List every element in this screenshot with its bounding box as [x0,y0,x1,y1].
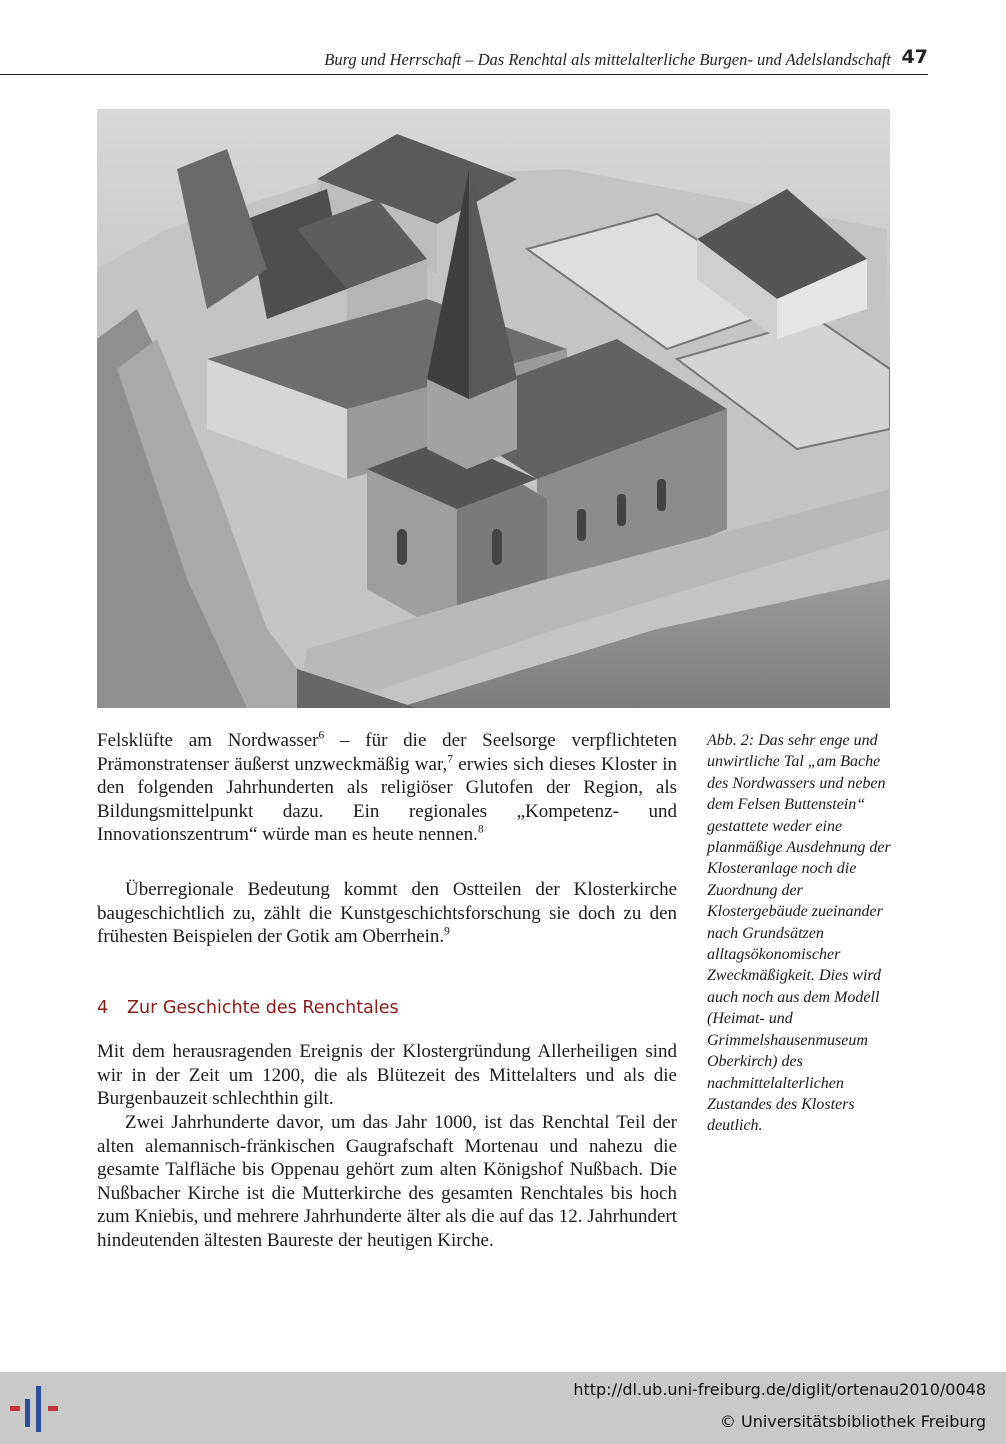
paragraph-text: Mit dem herausragenden Ereignis der Klostergründung Allerheiligen sind wir in der Zeit um 1200, die als Blütezeit des Mittelalters und als die Burgenbauzeit schlechthin gilt. [97,1041,677,1110]
footnote-ref[interactable]: 8 [477,824,484,837]
section-number: 4 [97,998,109,1018]
monastery-model-photo [97,109,890,708]
running-title: Burg und Herrschaft – Das Renchtal als mittelalterliche Burgen- und Adelslandschaft [324,50,891,69]
section-title: Zur Geschichte des Renchtales [127,998,399,1018]
paragraph-text: Zwei Jahrhunderte davor, um das Jahr 1000, ist das Renchtal Teil der alten alemannisch-fränkischen Gaugrafschaft Mortenau und nahezu die gesamte Talfläche bis Oppenau gehört zum alten Königshof Nußbach. Die Nußbacher Kirche ist die Mutterkirche des gesamten Renchtales bis hoch zum Kniebis, und mehrere Jahrhunderte älter als die auf das 12. Jahrhundert hindeutenden ältesten Baureste der heutigen Kirche. [97,1112,677,1251]
footnote-ref[interactable]: 9 [444,925,450,938]
footer-bar [0,1372,1006,1444]
ub-freiburg-logo-icon [8,1384,68,1434]
body-paragraph [97,729,677,847]
monastery-model-illustration [97,109,890,708]
text-run: – für die der Seelsorge verpflichteten Prämonstratenser äußerst unzweckmäßig war, [97,730,677,775]
copyright-text: © Universitätsbibliothek Freiburg [719,1412,986,1431]
section-heading [97,998,399,1018]
body-paragraph [97,1111,677,1253]
running-header [0,46,928,75]
footnote-ref[interactable]: 7 [447,753,453,766]
text-run: Felsklüfte am Nordwasser [97,730,319,751]
text-run: erwies sich dieses Kloster in den folgenden Jahrhunderten als religiöser Glutofen der Region, als Bildungsmittelpunkt dazu. Ein regionales „Kompetenz- und Innovationszentrum“ würde man es heute nennen. [97,753,677,846]
footnote-ref[interactable]: 6 [318,729,325,742]
body-paragraph [97,1040,677,1111]
figure-caption: Abb. 2: Das sehr enge und unwirtliche Tal „am Bache des Nordwassers und neben dem Felsen Buttenstein“ gestattete weder eine planmäßige Ausdehnung der Klosteranlage noch die Zuordnung der Klostergebäude zueinander nach Grundsätzen alltagsökonomischer Zweckmäßigkeit. Dies wird auch noch aus dem Modell (Heimat- und Grimmelshausenmuseum Oberkirch) des nachmittelalterlichen Zustandes des Klosters deutlich. [707,732,891,1135]
source-url-link[interactable]: http://dl.ub.uni-freiburg.de/diglit/ortenau2010/0048 [573,1380,986,1399]
page-number: 47 [901,46,928,68]
body-paragraph [97,878,677,949]
text-run: Überregionale Bedeutung kommt den Ostteilen der Klosterkirche baugeschichtlich zu, zählt die Kunstgeschichtsforschung sie doch zu den frühesten Beispielen der Gotik am Oberrhein. [97,879,677,948]
